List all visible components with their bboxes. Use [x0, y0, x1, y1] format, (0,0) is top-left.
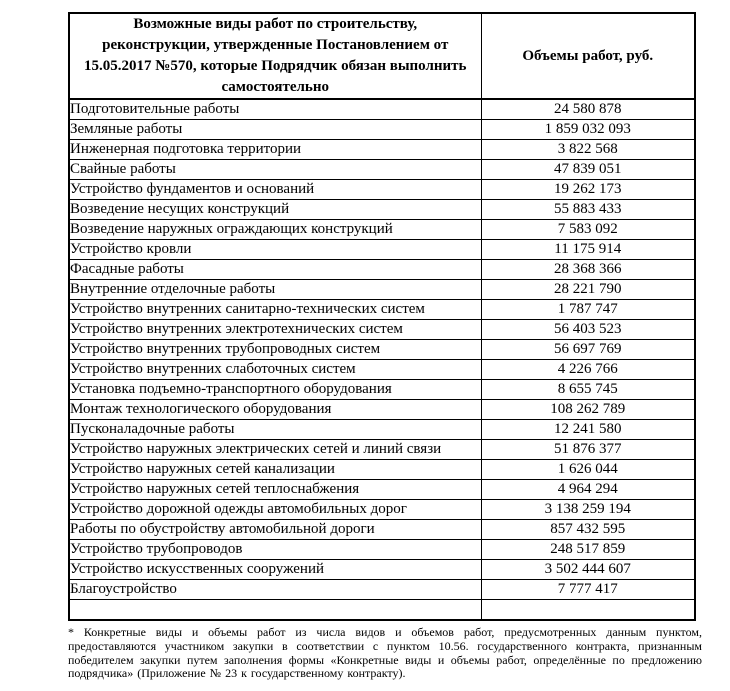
- amount-cell: 12 241 580: [481, 420, 695, 440]
- table-row: [69, 420, 695, 440]
- work-type-cell: Фасадные работы: [69, 260, 481, 280]
- table-row: [69, 220, 695, 240]
- header-amounts: Объемы работ, руб.: [481, 13, 695, 99]
- table-row: [69, 540, 695, 560]
- work-type-cell: Установка подъемно-транспортного оборудования: [69, 380, 481, 400]
- amount-cell: 47 839 051: [481, 160, 695, 180]
- table-row: [69, 340, 695, 360]
- table-row: [69, 120, 695, 140]
- work-type-cell: Устройство трубопроводов: [69, 540, 481, 560]
- footnote-text: * Конкретные виды и объемы работ из числа видов и объемов работ, предусмотренных данным пунктом, предоставляются участником закупки в соответствии с пунктом 10.56. государственного контракта, признанным победителем закупки путем заполнения формы «Конкретные виды и объемы работ, определённые по предложению подрядчика» (Приложение № 23 к государственному контракту).: [68, 625, 702, 681]
- amount-cell: 56 403 523: [481, 320, 695, 340]
- amount-cell: 857 432 595: [481, 520, 695, 540]
- amount-cell: 8 655 745: [481, 380, 695, 400]
- table-row: [69, 460, 695, 480]
- work-type-cell: Внутренние отделочные работы: [69, 280, 481, 300]
- amount-cell: 1 787 747: [481, 300, 695, 320]
- table-body: [69, 99, 695, 620]
- work-type-cell: Устройство внутренних электротехнических систем: [69, 320, 481, 340]
- work-type-cell: Устройство фундаментов и оснований: [69, 180, 481, 200]
- table-row: [69, 240, 695, 260]
- table-row: [69, 560, 695, 580]
- header-row: [69, 13, 695, 99]
- table-row: [69, 180, 695, 200]
- work-type-cell: Монтаж технологического оборудования: [69, 400, 481, 420]
- work-type-cell: Устройство дорожной одежды автомобильных дорог: [69, 500, 481, 520]
- table-row: [69, 280, 695, 300]
- table-row: [69, 600, 695, 621]
- amount-cell: 248 517 859: [481, 540, 695, 560]
- table-row: [69, 400, 695, 420]
- work-type-cell: Устройство кровли: [69, 240, 481, 260]
- work-type-cell: Благоустройство: [69, 580, 481, 600]
- work-type-cell: Устройство искусственных сооружений: [69, 560, 481, 580]
- work-type-cell: Земляные работы: [69, 120, 481, 140]
- amount-cell: 56 697 769: [481, 340, 695, 360]
- table-row: [69, 140, 695, 160]
- amount-cell: 55 883 433: [481, 200, 695, 220]
- table-row: [69, 160, 695, 180]
- work-type-cell: Устройство наружных сетей теплоснабжения: [69, 480, 481, 500]
- work-type-cell: Устройство внутренних трубопроводных систем: [69, 340, 481, 360]
- table-header: [69, 13, 695, 99]
- works-table: [68, 12, 696, 621]
- table-row: [69, 480, 695, 500]
- work-type-cell: Подготовительные работы: [69, 99, 481, 120]
- work-type-cell: Возведение несущих конструкций: [69, 200, 481, 220]
- amount-cell: 4 226 766: [481, 360, 695, 380]
- amount-cell: 3 822 568: [481, 140, 695, 160]
- work-type-cell: [69, 600, 481, 621]
- table-row: [69, 99, 695, 120]
- work-type-cell: Устройство внутренних санитарно-технических систем: [69, 300, 481, 320]
- amount-cell: 28 368 366: [481, 260, 695, 280]
- work-type-cell: Устройство наружных электрических сетей и линий связи: [69, 440, 481, 460]
- work-type-cell: Возведение наружных ограждающих конструкций: [69, 220, 481, 240]
- amount-cell: 4 964 294: [481, 480, 695, 500]
- work-type-cell: Устройство наружных сетей канализации: [69, 460, 481, 480]
- work-type-cell: Работы по обустройству автомобильной дороги: [69, 520, 481, 540]
- table-row: [69, 580, 695, 600]
- amount-cell: 1 626 044: [481, 460, 695, 480]
- work-type-cell: Пусконаладочные работы: [69, 420, 481, 440]
- table-row: [69, 380, 695, 400]
- amount-cell: 19 262 173: [481, 180, 695, 200]
- table-row: [69, 520, 695, 540]
- amount-cell: 1 859 032 093: [481, 120, 695, 140]
- amount-cell: 51 876 377: [481, 440, 695, 460]
- table-row: [69, 360, 695, 380]
- amount-cell: 7 777 417: [481, 580, 695, 600]
- amount-cell: 108 262 789: [481, 400, 695, 420]
- table-row: [69, 260, 695, 280]
- table-row: [69, 440, 695, 460]
- table-row: [69, 200, 695, 220]
- table-row: [69, 320, 695, 340]
- amount-cell: 28 221 790: [481, 280, 695, 300]
- amount-cell: 3 502 444 607: [481, 560, 695, 580]
- work-type-cell: Свайные работы: [69, 160, 481, 180]
- amount-cell: 11 175 914: [481, 240, 695, 260]
- table-row: [69, 500, 695, 520]
- amount-cell: 7 583 092: [481, 220, 695, 240]
- amount-cell: 3 138 259 194: [481, 500, 695, 520]
- amount-cell: [481, 600, 695, 621]
- amount-cell: 24 580 878: [481, 99, 695, 120]
- header-work-types: Возможные виды работ по строительству, реконструкции, утвержденные Постановлением от 15.05.2017 №570, которые Подрядчик обязан выполнить самостоятельно: [69, 13, 481, 99]
- work-type-cell: Инженерная подготовка территории: [69, 140, 481, 160]
- table-row: [69, 300, 695, 320]
- work-type-cell: Устройство внутренних слаботочных систем: [69, 360, 481, 380]
